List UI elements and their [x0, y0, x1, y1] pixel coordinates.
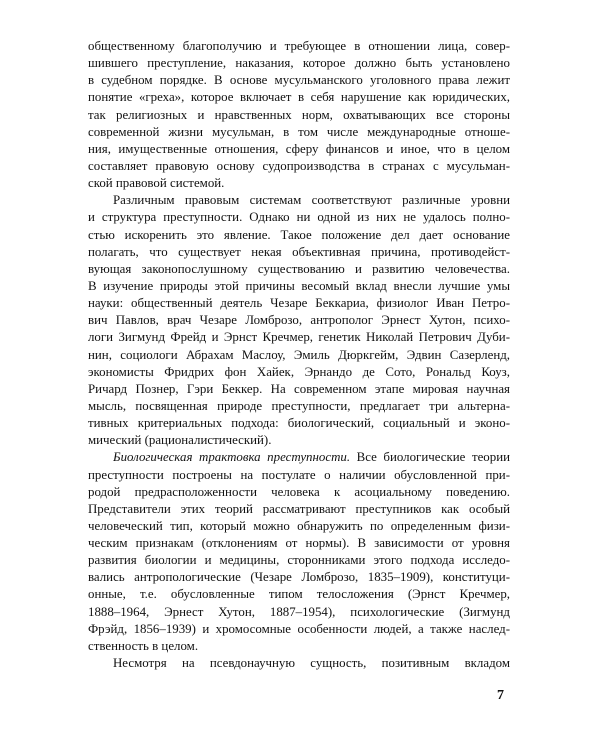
text-line: составляет правовую основу судопроизводства в странах с мусульман- — [88, 159, 510, 173]
text-line: стью искоренить это явление. Такое положение дел дает основание — [88, 227, 510, 242]
text-line: вующая законопослушному существованию и развитию человечества. — [88, 261, 510, 276]
text-line: В изучение природы этой причины весомый вклад внесли лучшие умы — [88, 278, 510, 293]
text-line: преступности построены на постулате о наличии обусловленной при- — [88, 467, 510, 482]
section-lead-italic: Биологическая трактовка преступности. — [113, 450, 351, 465]
text-line: мический (рационалистический). — [88, 433, 272, 448]
text-line: ния, имущественные отношения, сферу финансов и иное, что в целом — [88, 141, 510, 156]
text-line: шившего преступление, наказания, которое должно быть установлено — [88, 56, 510, 71]
text-line: Ричард Познер, Гэри Беккер. На современном этапе мировая научная — [88, 381, 510, 396]
text-line: и структура преступности. Однако ни одной из них не удалось полно- — [88, 210, 510, 225]
text-line: нин, социологи Абрахам Маслоу, Эмиль Дюркгейм, Эдвин Сазерленд, — [88, 347, 510, 362]
text-line: Фрэйд, 1856–1939) и хромосомные особенности людей, а также наслед- — [88, 621, 510, 636]
page-number: 7 — [497, 688, 504, 703]
text-line: логи Зигмунд Фрейд и Эрнст Кречмер, генетик Николай Петрович Дуби- — [88, 330, 510, 345]
text-line: так религиозных и нравственных норм, охватывающих все стороны — [88, 107, 510, 122]
text-line: развития биологии и медицины, сторонниками этого подхода исследо- — [88, 553, 510, 568]
text-line: 1888–1964, Эрнест Хутон, 1887–1954), психологические (Зигмунд — [88, 604, 510, 619]
text-line: понятие «греха», которое включает в себя нарушение как юридических, — [88, 90, 510, 105]
text-line — [113, 449, 510, 466]
text-line: ственность в целом. — [88, 638, 199, 653]
text-line: ческим признакам (отклонениям от нормы). В зависимости от уровня — [88, 536, 510, 550]
text-line: мысль, посвященная природе преступности, предлагает три альтерна- — [88, 398, 510, 413]
text-line: онные, т.е. обусловленные типом телосложения (Эрнст Кречмер, — [88, 587, 510, 602]
text-line: экономисты Фридрих фон Хайек, Эрнандо де Сото, Рональд Коуз, — [88, 364, 510, 379]
text-line: полагать, что существует некая объективная причина, противодейст- — [88, 244, 510, 259]
text-line: родой предрасположенности человека к асоциальному поведению. — [88, 484, 510, 499]
text-line: науки: общественный деятель Чезаре Беккариа, физиолог Иван Петро- — [88, 296, 510, 311]
text-line: современной жизни мусульман, в том числе международные отноше- — [88, 124, 510, 139]
text-line: Несмотря на псевдонаучную сущность, позитивным вкладом — [113, 656, 510, 670]
text-line: ской правовой системой. — [88, 176, 225, 191]
text-line: вич Павлов, врач Чезаре Ломброзо, антрополог Эрнест Хутон, психо- — [88, 313, 510, 328]
text-line-rest: Все биологические теории — [350, 450, 510, 465]
text-line: общественному благополучию и требующее в отношении лица, совер- — [88, 39, 510, 53]
text-line: вались антропологические (Чезаре Ломброзо, 1835–1909), конституци- — [88, 570, 510, 585]
text-line: Представители этих теорий рассматривают преступников как особый — [88, 501, 510, 516]
text-line: человеческий тип, который можно обнаружить по определенным физи- — [88, 518, 510, 533]
text-line: в судебном порядке. В основе мусульманского уголовного права лежит — [88, 73, 510, 88]
text-line: Различным правовым системам соответствуют различные уровни — [113, 193, 510, 208]
text-line: тивных критериальных подхода: биологический, социальный и эконо- — [88, 416, 510, 431]
